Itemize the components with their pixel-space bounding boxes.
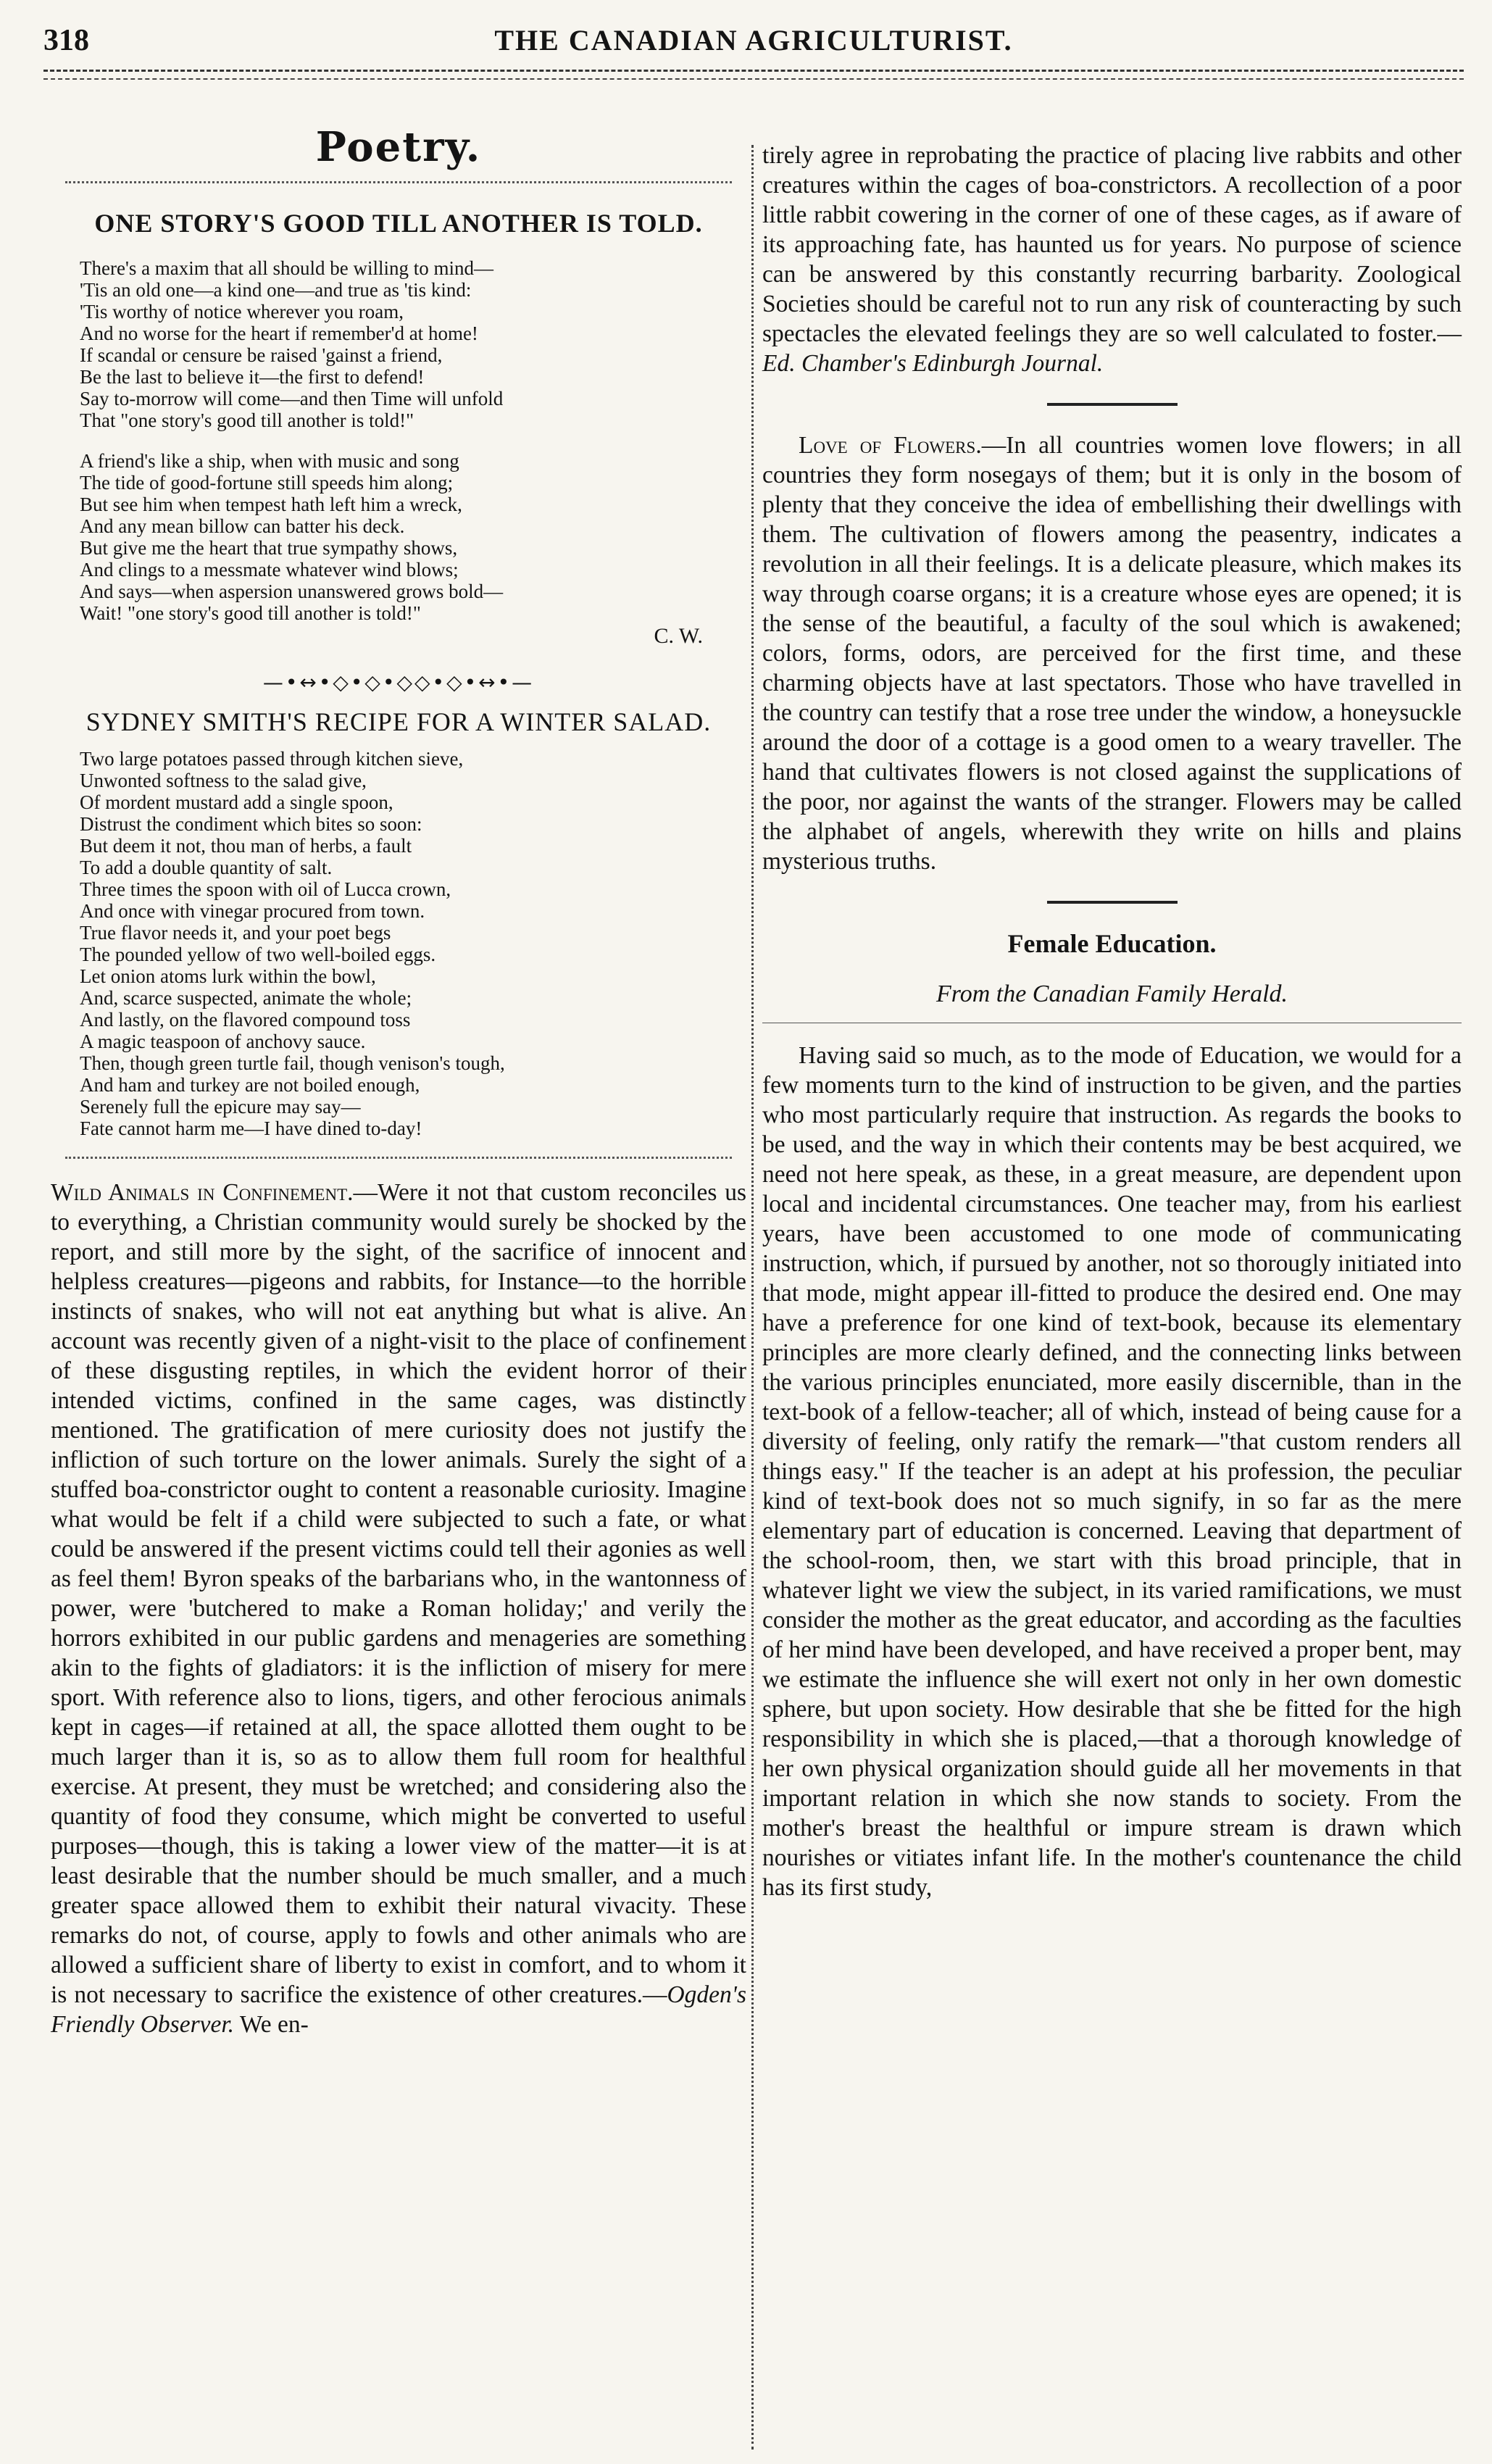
continued-article: [762, 141, 1462, 378]
verse-line: Then, though green turtle fail, though venison's tough,: [80, 1052, 505, 1074]
recipe-title: SYDNEY SMITH'S RECIPE FOR A WINTER SALAD.: [86, 707, 712, 736]
verse-line: True flavor needs it, and your poet begs: [80, 922, 391, 944]
verse-line: A magic teaspoon of anchovy sauce.: [80, 1031, 366, 1052]
article-body: —In all countries women love flowers; in all countries they form nosegays of them; but it is only in the bosom of plenty that they conceive the idea of embellishing their dwellings with them. The cultivation of flowers among the peasentry, indicates a revolution in all their feelings. It is a delicate pleasure, which makes its way through coarse organs; it is a creature whose eyes are opened; it is the sense of the beautiful, a faculty of the soul which is awakened; colors, forms, odors, are perceived for the first time, and these charming objects have at last spectators. Those who have travelled in the country can testify that a rose tree under the window, a honeysuckle around the door of a cottage is a good omen to a weary traveller. The hand that cultivates flowers is not closed against the supplications of the poor, nor against the wants of the stranger. Flowers may be called the alphabet of angels, wherewith they write on hills and plains mysterious truths.: [762, 432, 1462, 875]
recipe-poem: [80, 748, 746, 1139]
running-title: THE CANADIAN AGRICULTURIST.: [494, 24, 1013, 57]
article-source: Ed. Chamber's Edinburgh Journal.: [762, 350, 1104, 377]
verse-line: Two large potatoes passed through kitchen sieve,: [80, 748, 464, 770]
poem-title: ONE STORY'S GOOD TILL ANOTHER IS TOLD.: [94, 209, 703, 238]
article-body: tirely agree in reprobating the practice of placing live rabbits and other creatures within the cages of boa-constrictors. A recollection of a poor little rabbit cowering in the corner of one of these cages, as if aware of its approaching fate, has haunted us for years. No purpose of science can be answered by this constantly recurring barbarity. Zoological Societies should be careful not to run any risk of counteracting by such spectacles the elevated feelings they are so well calculated to foster.—: [762, 142, 1462, 347]
page-number: 318: [43, 24, 89, 57]
verse-line: The tide of good-fortune still speeds him along;: [80, 472, 454, 494]
verse-line: Serenely full the epicure may say—: [80, 1096, 361, 1117]
verse-line: Of mordent mustard add a single spoon,: [80, 791, 393, 813]
subheading-rule: [762, 1023, 1462, 1032]
verse-line: And no worse for the heart if remember'd at home!: [80, 322, 478, 344]
verse-line: 'Tis worthy of notice wherever you roam,: [80, 301, 404, 322]
verse-line: And ham and turkey are not boiled enough,: [80, 1074, 420, 1096]
verse-line: And lastly, on the flavored compound toss: [80, 1009, 411, 1031]
verse-line: There's a maxim that all should be willing to mind—: [80, 257, 494, 279]
verse-line: But see him when tempest hath left him a wreck,: [80, 494, 462, 515]
header-rule: [43, 70, 1464, 80]
section-title: Poetry.: [315, 123, 482, 171]
verse-line: And, scarce suspected, animate the whole;: [80, 987, 412, 1009]
verse-line: If scandal or censure be raised 'gainst a friend,: [80, 344, 443, 366]
verse-line: And clings to a messmate whatever wind blows;: [80, 559, 459, 580]
poem-signature: C. W.: [654, 624, 703, 648]
verse-line: Be the last to believe it—the first to defend!: [80, 366, 425, 388]
article-lead: Love of Flowers.: [799, 432, 982, 459]
ornamental-rule: [65, 1157, 732, 1168]
verse-line: That "one story's good till another is told!": [80, 409, 414, 431]
ornamental-rule: [65, 181, 732, 192]
article-tail: We en-: [234, 2011, 309, 2038]
poem-stanza-2: [80, 450, 746, 624]
verse-line: Fate cannot harm me—I have dined to-day!: [80, 1117, 422, 1139]
wild-animals-article: [51, 1178, 746, 2039]
page-header: [43, 23, 1464, 67]
article-heading: Female Education.: [1007, 929, 1217, 958]
poem-stanza-1: [80, 257, 746, 431]
article-lead: Wild Animals in Confinement.: [51, 1179, 354, 1206]
verse-line: Wait! "one story's good till another is told!": [80, 602, 421, 624]
verse-line: But deem it not, thou man of herbs, a fault: [80, 835, 412, 857]
verse-line: Say to-morrow will come—and then Time will unfold: [80, 388, 504, 409]
article-subheading: From the Canadian Family Herald.: [935, 981, 1288, 1007]
section-rule: [1047, 403, 1178, 406]
article-source: Ogden's Friendly Observer.: [51, 1981, 746, 2038]
right-column: [762, 109, 1462, 1902]
verse-line: Unwonted softness to the salad give,: [80, 770, 367, 791]
verse-line: The pounded yellow of two well-boiled eggs.: [80, 944, 436, 965]
verse-line: Distrust the condiment which bites so soon:: [80, 813, 422, 835]
article-body: —Were it not that custom reconciles us to everything, a Christian community would surely be shocked by the report, and still more by the sight, of the sacrifice of innocent and helpless creatures—pigeons and rabbits, for Instance—to the horrible instincts of snakes, who will not eat anything but what is alive. An account was recently given of a night-visit to the place of confinement of these disgusting reptiles, in which the evident horror of their intended victims, confined in the same cages, was distinctly mentioned. The gratification of mere curiosity does not justify the infliction of such torture on the lower animals. Surely the sight of a stuffed boa-constrictor ought to content a reasonable curiosity. Imagine what would be felt if a child were subjected to such a fate, or what could be answered if the present victims could tell their agonies as well as feel them! Byron speaks of the barbarians who, in the wantonness of power, were 'butchered to make a Roman holiday;' and verily the horrors exhibited in our public gardens and menageries are something akin to the fights of gladiators: it is the infliction of misery for mere sport. With reference also to lions, tigers, and other ferocious animals kept in cages—if retained at all, the space allotted them ought to be much larger than it is, so as to allow them full room for healthful exercise. At present, they must be wretched; and considering also the quantity of food they consume, which might be converted to useful purposes—though, this is taking a lower view of the matter—it is at least desirable that the number should be much smaller, and a much greater space allowed them to exhibit their natural vivacity. These remarks do not, of course, apply to fowls and other animals who are allowed a sufficient share of liberty to exist in comfort, and to whom it is not necessary to sacrifice the existence of other creatures.—: [51, 1179, 746, 2008]
verse-line: A friend's like a ship, when with music and song: [80, 450, 459, 472]
section-rule: [1047, 901, 1178, 904]
education-article: Having said so much, as to the mode of Education, we would for a few moments turn to the kind of instruction to be given, and the parties who most particularly require that instruction. As regards the books to be used, and the way in which their contents may be best acquired, we need not here speak, as these, in a great measure, are dependent upon local and incidental circumstances. One teacher may, from his earliest years, have been accustomed to one mode of communicating instruction, which, if pursued by another, not so thorougly initiated into that mode, might appear ill-fitted to produce the desired end. One may have a preference for one kind of text-book, because its elementary principles are more clearly defined, and the connecting links between the various principles enunciated, more easily discernible, than in the text-book of a fellow-teacher; all of which, instead of being cause for a diversity of feeling, only ratify the remark—"that custom renders all things easy." If the teacher is an adept at his profession, the peculiar kind of text-book does not so much signify, in so far as the mere elementary part of education is concerned. Leaving that department of the school-room, then, we start with this broad principle, that in whatever light we view the subject, in its varied ramifications, we must consider the mother as the great educator, and according as the faculties of her mind have been developed, and have received a proper bent, may we estimate the influence she will exert not only in her own domestic sphere, but upon society. How desirable that she be fitted for the high responsibility in which she is placed,—that a thorough knowledge of her own physical organization should guide all her movements in that important relation in which she now stands to society. From the mother's breast the healthful or impure stream is drawn which nourishes or vitiates infant life. In the mother's countenance the child has its first study,: [762, 1042, 1462, 1901]
flowers-article: [762, 430, 1462, 876]
ornament-divider: —•↔•◇•◇•◇◇•◇•↔•—: [262, 670, 535, 694]
column-divider: [751, 145, 754, 2450]
verse-line: And says—when aspersion unanswered grows bold—: [80, 580, 504, 602]
verse-line: But give me the heart that true sympathy shows,: [80, 537, 458, 559]
verse-line: Let onion atoms lurk within the bowl,: [80, 965, 376, 987]
verse-line: 'Tis an old one—a kind one—and true as 'tis kind:: [80, 279, 472, 301]
verse-line: To add a double quantity of salt.: [80, 857, 333, 878]
verse-line: And once with vinegar procured from town.: [80, 900, 425, 922]
left-column: [51, 109, 746, 2039]
verse-line: Three times the spoon with oil of Lucca crown,: [80, 878, 451, 900]
verse-line: And any mean billow can batter his deck.: [80, 515, 405, 537]
